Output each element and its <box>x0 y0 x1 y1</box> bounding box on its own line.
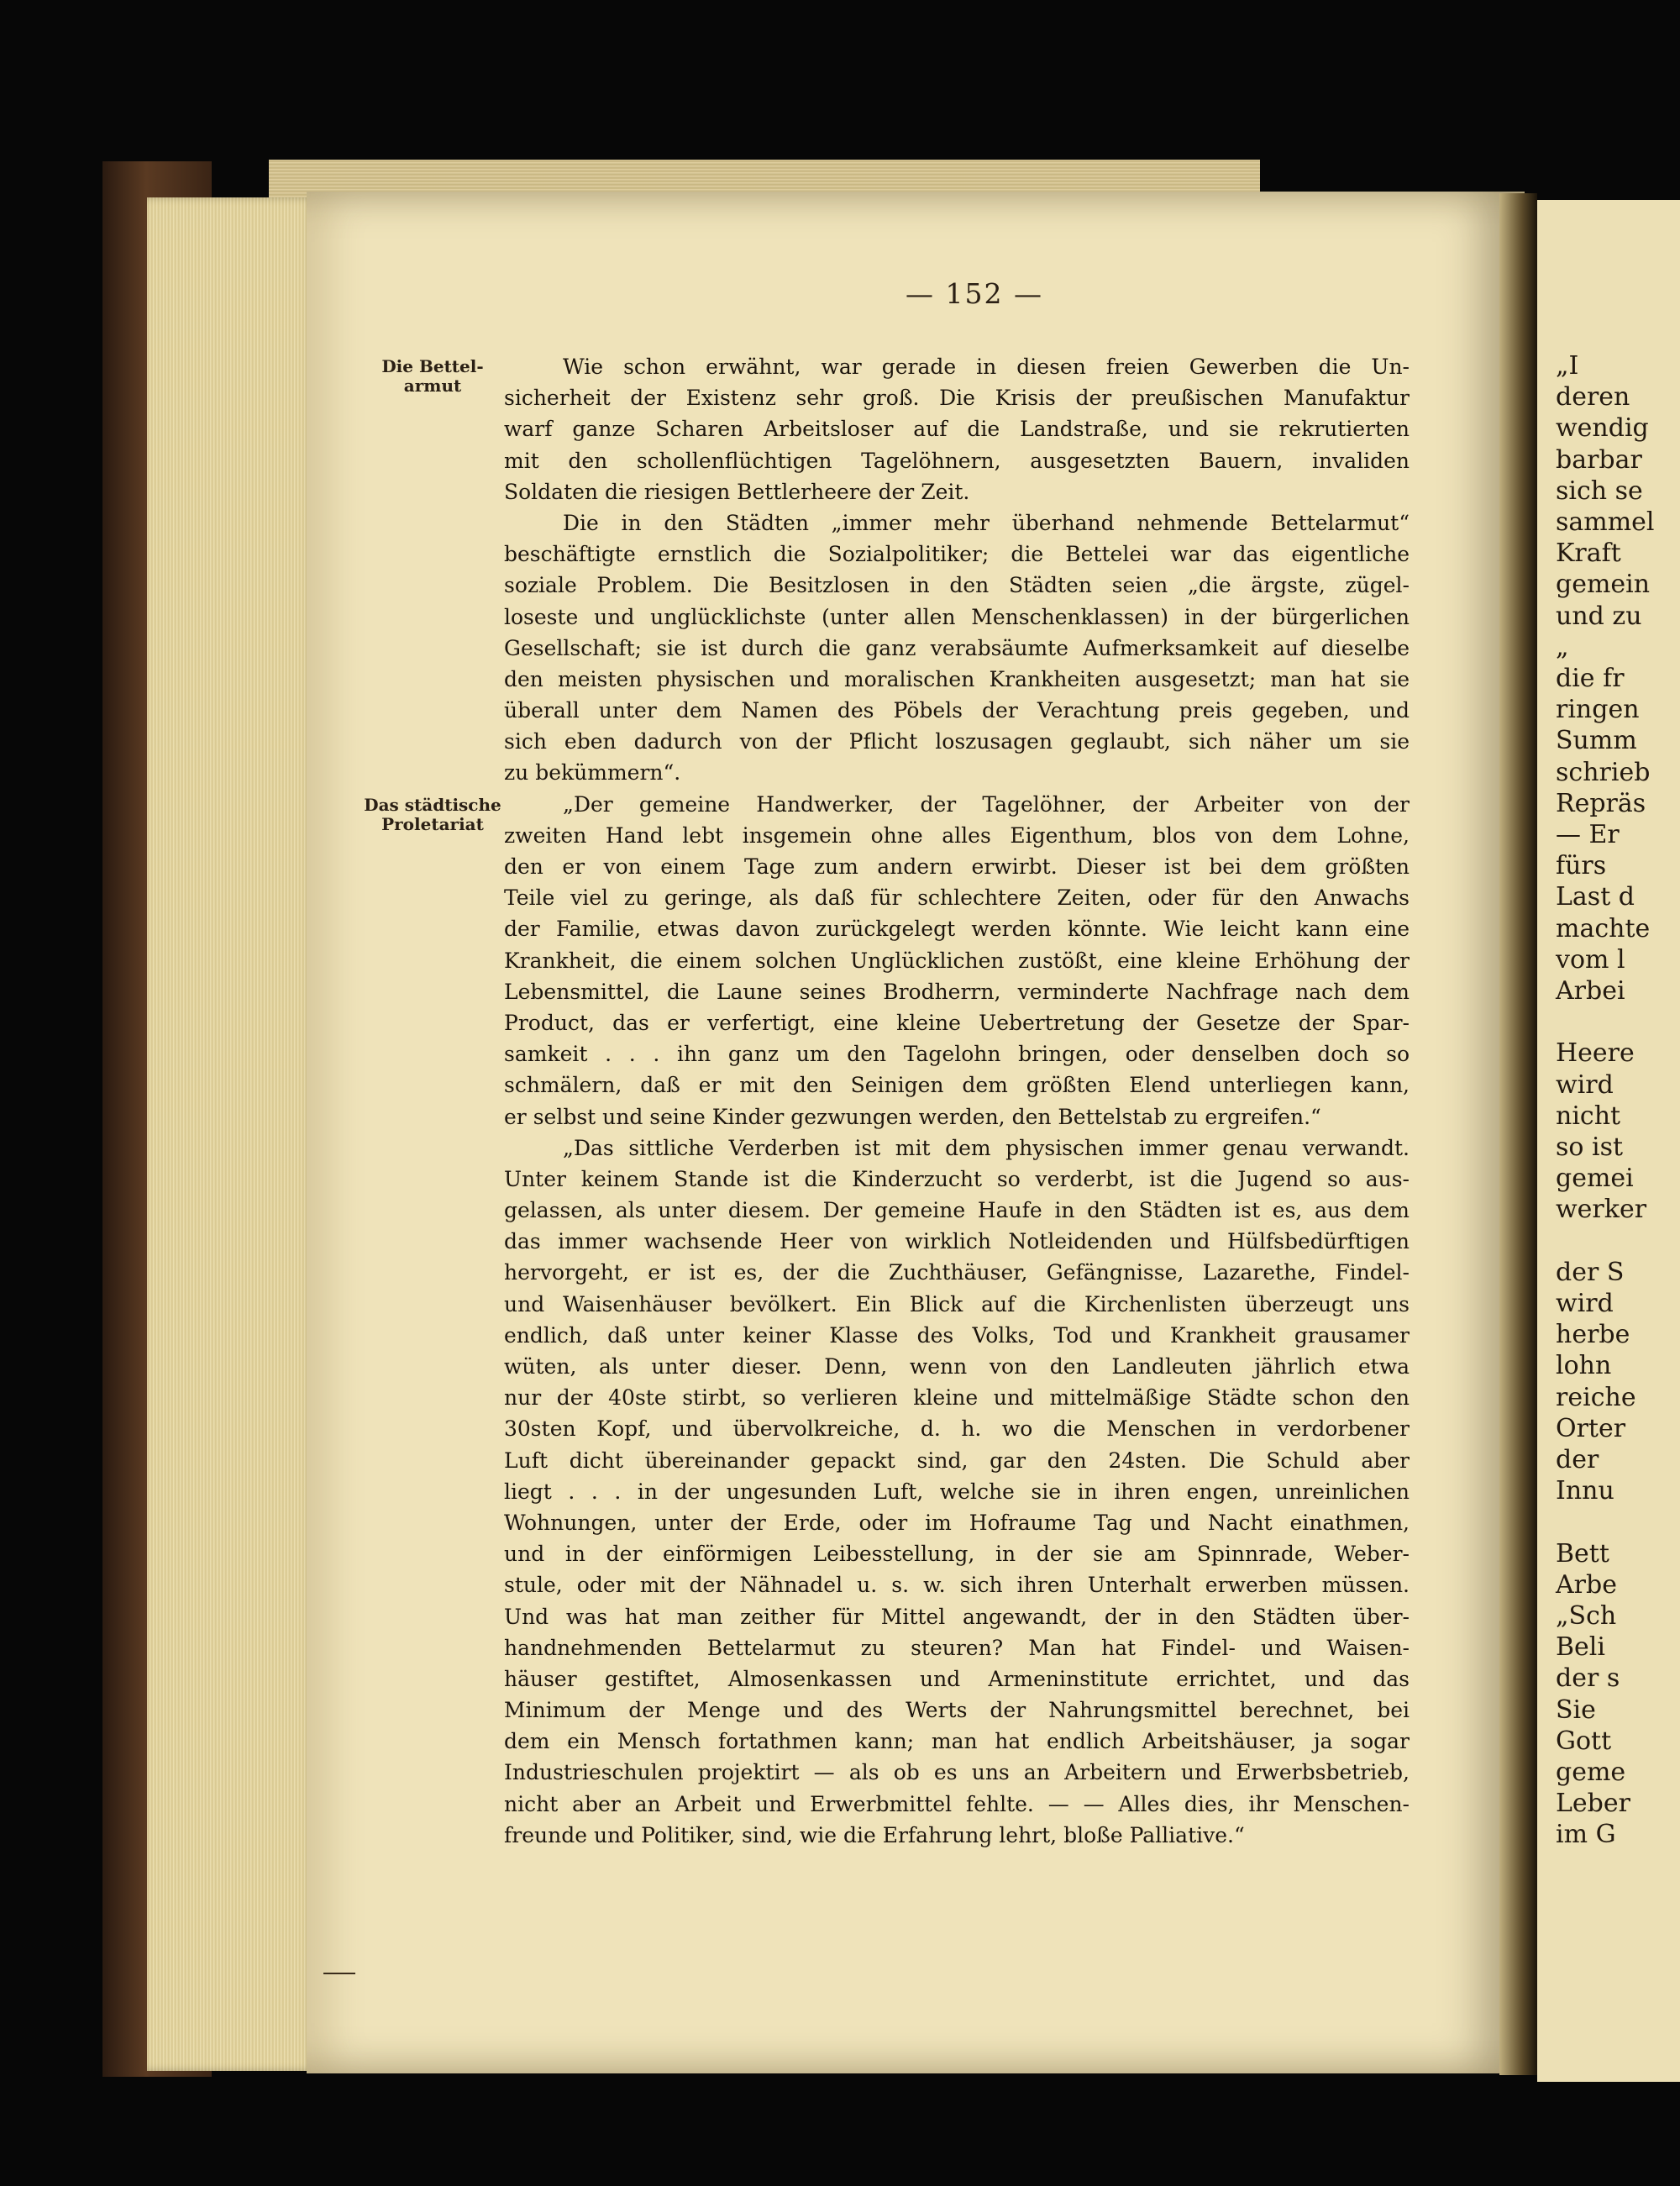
next-page-fragment: schrieb <box>1556 757 1651 787</box>
text-line: Gesellschaft; sie ist durch die ganz verabsäumte Aufmerksamkeit auf dieselbe <box>504 635 1410 660</box>
margin-note-text: Das städtische Proletariat <box>364 795 501 834</box>
next-page-fragment: wird <box>1556 1069 1614 1100</box>
next-page-fragment: ringen <box>1556 695 1640 725</box>
page-number: — 152 — <box>906 277 1043 310</box>
next-page-fragment: Bett <box>1556 1538 1609 1569</box>
next-page-fragment: Repräs <box>1556 788 1646 818</box>
next-page-fragment: lohn <box>1556 1351 1612 1381</box>
next-page-fragment: „I <box>1556 351 1579 381</box>
next-page-fragment: geme <box>1556 1758 1626 1787</box>
next-page-fragment: herbe <box>1556 1320 1630 1350</box>
text-line: häuser gestiftet, Almosenkassen und Armeninstitute errichtet, und das <box>504 1666 1410 1691</box>
page-block-edge <box>147 197 315 2071</box>
text-line: das immer wachsende Heer von wirklich Notleidenden und Hülfsbedürftigen <box>504 1229 1410 1254</box>
margin-note-bettelarmut <box>349 357 517 396</box>
next-page-fragment: — Er <box>1556 820 1620 849</box>
text-line: Teile viel zu geringe, als daß für schlechtere Zeiten, oder für den Anwachs <box>504 885 1410 911</box>
next-page-fragment: Kraft <box>1556 539 1621 569</box>
next-page-fragment: fürs <box>1556 851 1607 881</box>
text-line: Soldaten die riesigen Bettlerheere der Zeit. <box>504 479 970 504</box>
text-line: liegt . . . in der ungesunden Luft, welche sie in ihren engen, unreinlichen <box>504 1479 1410 1504</box>
text-line: den er von einem Tage zum andern erwirbt. Dieser ist bei dem größten <box>504 854 1410 879</box>
text-line: Industrieschulen projektirt — als ob es uns an Arbeitern und Erwerbsbetrieb, <box>504 1760 1410 1785</box>
text-line: hervorgeht, er ist es, der die Zuchthäuser, Gefängnisse, Lazarethe, Findel- <box>504 1260 1410 1285</box>
next-page-fragment: der s <box>1556 1663 1620 1694</box>
text-line: Wie schon erwähnt, war gerade in diesen freien Gewerben die Un- <box>563 355 1410 379</box>
text-line: schmälern, daß er mit den Seinigen dem größten Elend unterliegen kann, <box>504 1073 1410 1098</box>
text-line: beschäftigte ernstlich die Sozialpolitiker; die Bettelei war das eigentliche <box>504 542 1410 567</box>
next-page-fragment: Summ <box>1556 726 1637 756</box>
next-page-fragment: Innu <box>1556 1476 1614 1506</box>
next-page-fragment: und zu <box>1556 601 1642 631</box>
next-page-fragment: Beli <box>1556 1632 1605 1663</box>
text-line: „Der gemeine Handwerker, der Tagelöhner, der Arbeiter von der <box>563 791 1410 817</box>
text-line: Unter keinem Stande ist die Kinderzucht so verderbt, ist die Jugend so aus- <box>504 1166 1410 1191</box>
next-page-fragment: vom l <box>1556 944 1625 975</box>
text-line: freunde und Politiker, sind, wie die Erfahrung lehrt, bloße Palliative.“ <box>504 1822 1245 1847</box>
text-line: stule, oder mit der Nähnadel u. s. w. sich ihren Unterhalt erwerben müssen. <box>504 1573 1410 1598</box>
text-line: warf ganze Scharen Arbeitsloser auf die Landstraße, und sie rekrutierten <box>504 417 1410 442</box>
text-line: dem ein Mensch fortathmen kann; man hat endlich Arbeitshäuser, ja sogar <box>504 1729 1410 1754</box>
book-gutter <box>1499 193 1537 2075</box>
text-line: 30sten Kopf, und übervolkreiche, d. h. wo die Menschen in verdorbener <box>504 1416 1410 1442</box>
next-page-fragment: wird <box>1556 1289 1614 1318</box>
next-page-fragment: werker <box>1556 1195 1647 1225</box>
next-page-fragment: Orter <box>1556 1413 1626 1443</box>
text-line: den meisten physischen und moralischen Krankheiten ausgesetzt; man hat sie <box>504 666 1410 691</box>
text-line: Luft dicht übereinander gepackt sind, gar den 24sten. Die Schuld aber <box>504 1448 1410 1473</box>
text-line: endlich, daß unter keiner Klasse des Volks, Tod und Krankheit grausamer <box>504 1322 1410 1348</box>
next-page-edge <box>1537 200 1680 2082</box>
next-page-fragment: sich se <box>1556 476 1643 506</box>
text-line: und in der einförmigen Leibesstellung, in der sie am Spinnrade, Weber- <box>504 1542 1410 1567</box>
text-line: „Das sittliche Verderben ist mit dem physischen immer genau verwandt. <box>563 1135 1410 1160</box>
text-line: sicherheit der Existenz sehr groß. Die Krisis der preußischen Manufaktur <box>504 386 1410 411</box>
text-line: wüten, als unter dieser. Denn, wenn von den Landleuten jährlich etwa <box>504 1354 1410 1379</box>
text-line: Und was hat man zeither für Mittel angewandt, der in den Städten über- <box>504 1604 1410 1629</box>
next-page-fragment: nicht <box>1556 1101 1621 1131</box>
text-line: samkeit . . . ihn ganz um den Tagelohn bringen, oder denselben doch so <box>504 1042 1410 1067</box>
next-page-fragment: Heere <box>1556 1038 1635 1069</box>
next-page-fragment: gemei <box>1556 1164 1634 1194</box>
next-page-fragment: „Sch <box>1556 1601 1617 1631</box>
margin-dash-mark <box>323 1973 355 1974</box>
text-line: Product, das er verfertigt, eine kleine Uebertretung der Gesetze der Spar- <box>504 1010 1410 1035</box>
next-page-fragment: sammel <box>1556 507 1655 537</box>
text-line: soziale Problem. Die Besitzlosen in den Städten seien „die ärgste, zügel- <box>504 573 1410 598</box>
text-line: Die in den Städten „immer mehr überhand nehmende Bettelarmut“ <box>563 510 1410 535</box>
next-page-fragment: im G <box>1556 1820 1616 1850</box>
text-line: er selbst und seine Kinder gezwungen werden, den Bettelstab zu ergreifen.“ <box>504 1104 1321 1129</box>
next-page-fragment: reiche <box>1556 1382 1636 1412</box>
next-page-fragment: Leber <box>1556 1789 1630 1819</box>
next-page-fragment: der S <box>1556 1257 1625 1287</box>
next-page-fragment: Sie <box>1556 1695 1596 1725</box>
next-page-fragment: Arbe <box>1556 1569 1617 1600</box>
next-page-fragment: Arbei <box>1556 976 1625 1006</box>
next-page-fragment: so ist <box>1556 1132 1624 1162</box>
margin-note-proletariat <box>349 796 517 834</box>
text-line: der Familie, etwas davon zurückgelegt werden könnte. Wie leicht kann eine <box>504 917 1410 942</box>
next-page-fragment: wendig <box>1556 413 1649 444</box>
text-line: handnehmenden Bettelarmut zu steuren? Man hat Findel- und Waisen- <box>504 1635 1410 1660</box>
next-page-fragment: gemein <box>1556 570 1651 600</box>
text-line: gelassen, als unter diesem. Der gemeine Haufe in den Städten ist es, aus dem <box>504 1198 1410 1223</box>
text-line: Lebensmittel, die Laune seines Brodherrn, verminderte Nachfrage nach dem <box>504 979 1410 1004</box>
next-page-fragment: deren <box>1556 382 1630 413</box>
next-page-fragment: machte <box>1556 913 1651 943</box>
next-page-fragment: Last d <box>1556 882 1635 912</box>
text-line: loseste und unglücklichste (unter allen Menschenklassen) in der bürgerlichen <box>504 604 1410 629</box>
next-page-fragment: der <box>1556 1445 1599 1474</box>
text-line: und Waisenhäuser bevölkert. Ein Blick auf die Kirchenlisten überzeugt uns <box>504 1291 1410 1316</box>
text-line: nicht aber an Arbeit und Erwerbmittel fehlte. — — Alles dies, ihr Menschen- <box>504 1791 1410 1816</box>
text-line: zu bekümmern“. <box>504 760 681 786</box>
body-text <box>504 351 1410 1851</box>
next-page-fragment: Gott <box>1556 1726 1612 1756</box>
next-page-fragment: „ <box>1556 632 1569 662</box>
text-line: Minimum der Menge und des Werts der Nahrungsmittel berechnet, bei <box>504 1698 1410 1723</box>
text-line: sich eben dadurch von der Pflicht loszusagen geglaubt, sich näher um sie <box>504 729 1410 754</box>
text-line: mit den schollenflüchtigen Tagelöhnern, ausgesetzten Bauern, invaliden <box>504 448 1410 473</box>
margin-note-text: Die Bettel- armut <box>381 356 484 396</box>
next-page-fragment: barbar <box>1556 444 1642 475</box>
text-line: nur der 40ste stirbt, so verlieren kleine und mittelmäßige Städte schon den <box>504 1385 1410 1411</box>
text-line: Wohnungen, unter der Erde, oder im Hofraume Tag und Nacht einathmen, <box>504 1510 1410 1535</box>
text-line: überall unter dem Namen des Pöbels der Verachtung preis gegeben, und <box>504 698 1410 723</box>
text-line: zweiten Hand lebt insgemein ohne alles Eigenthum, blos von dem Lohne, <box>504 822 1410 848</box>
text-line: Krankheit, die einem solchen Unglücklichen zustößt, eine kleine Erhöhung der <box>504 948 1410 973</box>
next-page-fragment: die fr <box>1556 664 1625 693</box>
